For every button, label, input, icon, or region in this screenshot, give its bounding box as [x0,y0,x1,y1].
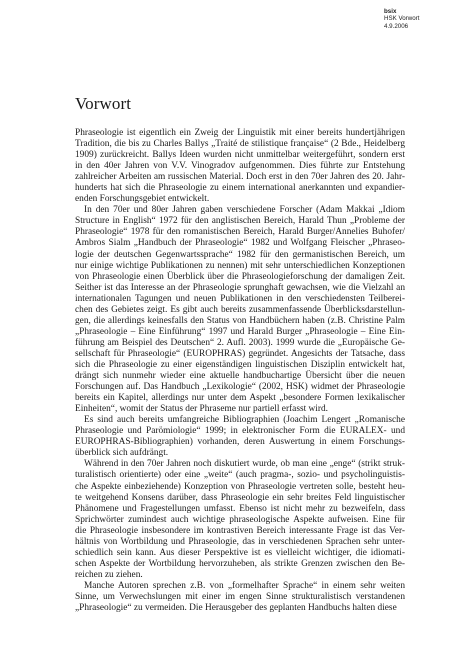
text-line: sellschaft für Phraseologie“ (EUROPHRAS) gegründet. Angesichts der Tatsache, dass [75,348,405,359]
document-header-meta [384,8,419,30]
text-line: reichen zu ziehen. [75,569,143,580]
header-date: 4.9.2006 [384,22,409,30]
text-line: enden Forschungsgebiet entwickelt. [75,194,210,205]
text-line: Phraseologie“ 1978 für den romanistischen Bereich, Harald Burger/Annelies Buhofer/ [75,227,405,238]
text-line: Es sind auch bereits umfangreiche Bibliographien (Joachim Lengert „Romanische [84,415,405,426]
text-line: nur einige wichtige Publikationen zu nennen) mit sehr unterschiedlichen Konzeptionen [75,260,405,271]
text-line: Sprichwörter zumindest auch wichtige phraseologische Aspekte aufweisen. Eine für [75,514,405,525]
text-line: drängt sich nunmehr wieder eine aktuelle handbuchartige Übersicht über die neuen [75,371,405,382]
text-line: logie der deutschen Gegenwartssprache“ 1982 für den germanistischen Bereich, um [75,249,405,260]
text-line: die Phraseologie insbesondere im kontrastiven Bereich interessante Frage ist das Ver- [75,525,405,536]
header-document-name: HSK Vorwort [384,15,420,23]
document-body [75,128,405,614]
text-line: Phänomene und Fragestellungen umfasst. Ebenso ist nicht mehr zu bezweifeln, dass [75,503,405,514]
paragraph [75,581,405,614]
paragraph [75,205,405,415]
text-line: führung am Beispiel des Deutschen“ 2. Aufl. 2003). 1999 wurde die „Europäische Ge- [75,337,405,348]
text-line: zahlreicher Arbeiten am russischen Material. Doch erst in den 70er Jahren des 20. Jahr- [75,172,405,183]
header-author: bsix [384,8,397,15]
text-line: Phraseologie ist eigentlich ein Zweig der Linguistik mit einer bereits hundertjährigen [75,128,405,138]
text-line: schen Aspekte der Wortbildung hervorzuheben, als strikte Grenzen zwischen den Be- [75,558,405,569]
page-title: Vorwort [75,94,132,113]
text-line: Während in den 70er Jahren noch diskutiert wurde, ob man eine „enge“ (strikt struk- [84,459,405,470]
text-line: überblick sich aufdrängt. [75,448,169,459]
text-line: turalistisch orientierte) oder eine „weite“ (auch pragma-, sozio- und psycholinguistis- [75,470,405,481]
text-line: Phraseologie und Parömiologie“ 1999; in elektronischer Form die EURALEX- und [75,426,405,437]
text-line: Sinne, um Verwechslungen mit einer im engen Sinne strukturalistisch verstandenen [75,591,405,602]
paragraph [75,128,405,205]
text-line: internationalen Tagungen und neuen Publikationen in den verschiedensten Teilberei- [75,293,405,304]
text-line: te weitgehend Konsens darüber, dass Phraseologie ein sehr breites Feld linguistischer [75,492,405,503]
text-line: sich die Phraseologie zu einer eigenständigen linguistischen Disziplin entwickelt hat, [75,359,405,370]
text-line: Tradition, die bis zu Charles Ballys „Traité de stilistique française“ (2 Bde., Heidelberg [75,139,405,150]
text-line: Forschungen auf. Das Handbuch „Lexikologie“ (2002, HSK) widmet der Phraseologie [75,382,405,393]
text-line: gen, die allerdings keinesfalls den Status von Handbüchern haben (z.B. Christine Palm [75,315,405,326]
text-line: bereits ein Kapitel, allerdings nur unter dem Aspekt „besondere Formen lexikalischer [75,393,405,404]
text-line: von Phraseologie einen Überblick über die Phraseologieforschung der damaligen Zeit. [75,271,405,282]
paragraph [75,459,405,581]
text-line: „Phraseologie – Eine Einführung“ 1997 und Harald Burger „Phraseologie – Eine Ein- [75,326,405,337]
text-line: 1909) zurückreicht. Ballys Ideen wurden nicht unmittelbar weitergeführt, sondern erst [75,150,405,161]
text-line: chen des Gebietes zeigt. Es gibt auch bereits zusammenfassende Überblicksdarstellun- [75,304,405,315]
paragraph [75,415,405,459]
text-line: EUROPHRAS-Bibliographien) vorhanden, deren Auswertung in einem Forschungs- [75,437,405,448]
text-line: che Aspekte einbeziehende) Konzeption von Phraseologie vertreten solle, besteht heu- [75,481,405,492]
text-line: hältnis von Wortbildung und Phraseologie, das in verschiedenen Sprachen sehr unter- [75,536,405,547]
text-line: Seither ist das Interesse an der Phraseologie sprunghaft gewachsen, wie die Vielzahl an [75,282,405,293]
text-line: Structure in English“ 1972 für den anglistischen Bereich, Harald Thun „Probleme der [75,216,405,227]
text-line: hunderts hat sich die Phraseologie zu einem international anerkannten und expandier- [75,183,405,194]
text-line: Ambros Sialm „Handbuch der Phraseologie“ 1982 und Wolfgang Fleischer „Phraseo- [75,238,405,249]
text-line: Manche Autoren sprechen z.B. von „formelhafter Sprache“ in einem sehr weiten [84,580,405,591]
text-line: In den 70er und 80er Jahren gaben verschiedene Forscher (Adam Makkai „Idiom [84,205,405,216]
text-line: schiedlich sein kann. Aus dieser Perspektive ist es vielleicht wichtiger, die idiomati- [75,547,405,558]
text-line: Einheiten“, womit der Status der Phraseme nur partiell erfasst wird. [75,404,328,415]
text-line: „Phraseologie“ zu vermeiden. Die Herausgeber des geplanten Handbuchs halten diese [75,603,397,614]
text-line: in den 40er Jahren von V.V. Vinogradov aufgenommen. Dies führte zur Entstehung [75,161,405,172]
